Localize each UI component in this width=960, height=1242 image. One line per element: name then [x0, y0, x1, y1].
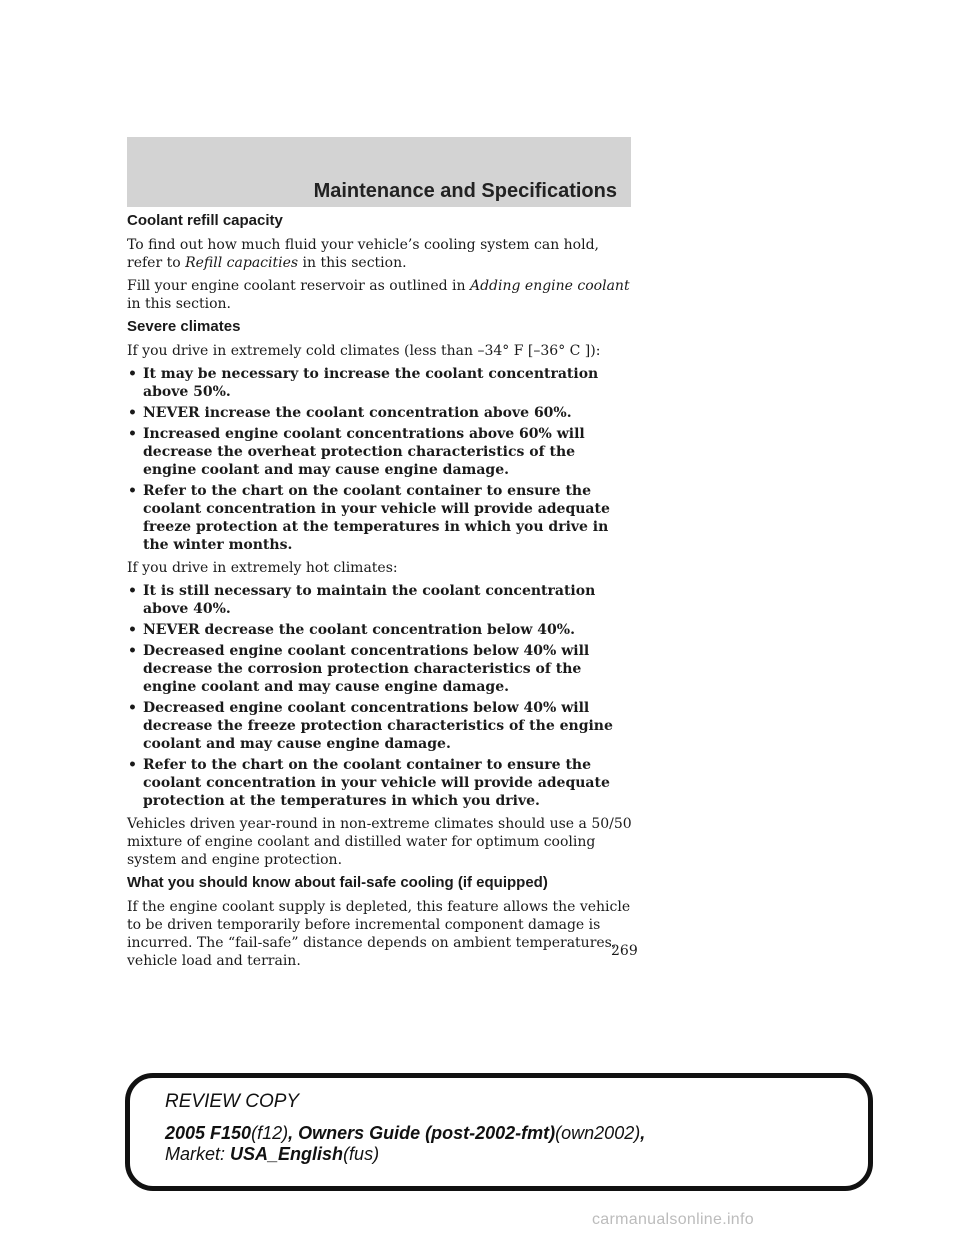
bullet-icon: • [128, 643, 137, 659]
page-section-title: Maintenance and Specifications [313, 180, 617, 202]
list-item: • NEVER increase the coolant concentration above 60%. [128, 405, 572, 421]
bullet-icon: • [128, 700, 137, 716]
coolant-refill-heading: Coolant refill capacity [127, 212, 283, 229]
cold-climates-list [127, 365, 633, 554]
review-copy-label: REVIEW COPY [165, 1091, 300, 1112]
list-item: • Decreased engine coolant concentrations below 40% will decrease the corrosion protection characteristics of the engine coolant and may cause engine damage. [128, 643, 590, 695]
list-item: • Refer to the chart on the coolant container to ensure the coolant concentration in your vehicle will provide adequate freeze protection at the temperatures in which you drive in the winter months. [128, 483, 610, 553]
bullet-icon: • [128, 426, 137, 442]
list-item: • It may be necessary to increase the coolant concentration above 50%. [128, 366, 599, 400]
list-item: • NEVER decrease the coolant concentration below 40%. [128, 622, 575, 638]
non-extreme-climates-paragraph: Vehicles driven year-round in non-extreme climates should use a 50/50 mixture of engine coolant and distilled water for optimum cooling system and engine protection. [127, 816, 632, 868]
list-item: • Increased engine coolant concentrations above 60% will decrease the overheat protection characteristics of the engine coolant and may cause engine damage. [128, 426, 585, 478]
list-item: • Refer to the chart on the coolant container to ensure the coolant concentration in your vehicle will provide adequate protection at the temperatures in which you drive. [128, 757, 610, 809]
bullet-icon: • [128, 483, 137, 499]
fail-safe-cooling-paragraph: If the engine coolant supply is depleted, this feature allows the vehicle to be driven temporarily before incremental component damage is incurred. The “fail-safe” distance depends on ambient temperatures, vehicle load and terrain. [127, 899, 631, 969]
site-watermark: carmanualsonline.info [592, 1211, 754, 1228]
review-market-info: Market: USA_English(fus) [165, 1144, 380, 1164]
page-number: 269 [611, 943, 638, 959]
page-content [127, 210, 633, 975]
cold-climates-intro: If you drive in extremely cold climates (less than –34° F [–36° C ]): [127, 343, 601, 359]
list-item: • Decreased engine coolant concentrations below 40% will decrease the freeze protection characteristics of the engine coolant and may cause engine damage. [128, 700, 613, 752]
coolant-refill-paragraph-1: To find out how much fluid your vehicle’s cooling system can hold, refer to Refill capacities in this section. [127, 237, 600, 271]
adding-engine-coolant-reference: Adding engine coolant [469, 278, 630, 294]
bullet-icon: • [128, 757, 137, 773]
bullet-icon: • [128, 583, 137, 599]
hot-climates-intro: If you drive in extremely hot climates: [127, 560, 398, 576]
bullet-icon: • [128, 622, 137, 638]
severe-climates-heading: Severe climates [127, 318, 241, 335]
review-document-info: 2005 F150(f12), Owners Guide (post-2002-fmt)(own2002), [165, 1123, 646, 1143]
bullet-icon: • [128, 366, 137, 382]
refill-capacities-reference: Refill capacities [185, 255, 299, 271]
bullet-icon: • [128, 405, 137, 421]
fail-safe-cooling-heading: What you should know about fail-safe cooling (if equipped) [127, 874, 548, 891]
list-item: • It is still necessary to maintain the coolant concentration above 40%. [128, 583, 596, 617]
hot-climates-list [127, 582, 633, 810]
review-copy-box [125, 1073, 873, 1191]
coolant-refill-paragraph-2: Fill your engine coolant reservoir as outlined in Adding engine coolant in this section. [127, 278, 630, 312]
header-band [127, 137, 631, 207]
